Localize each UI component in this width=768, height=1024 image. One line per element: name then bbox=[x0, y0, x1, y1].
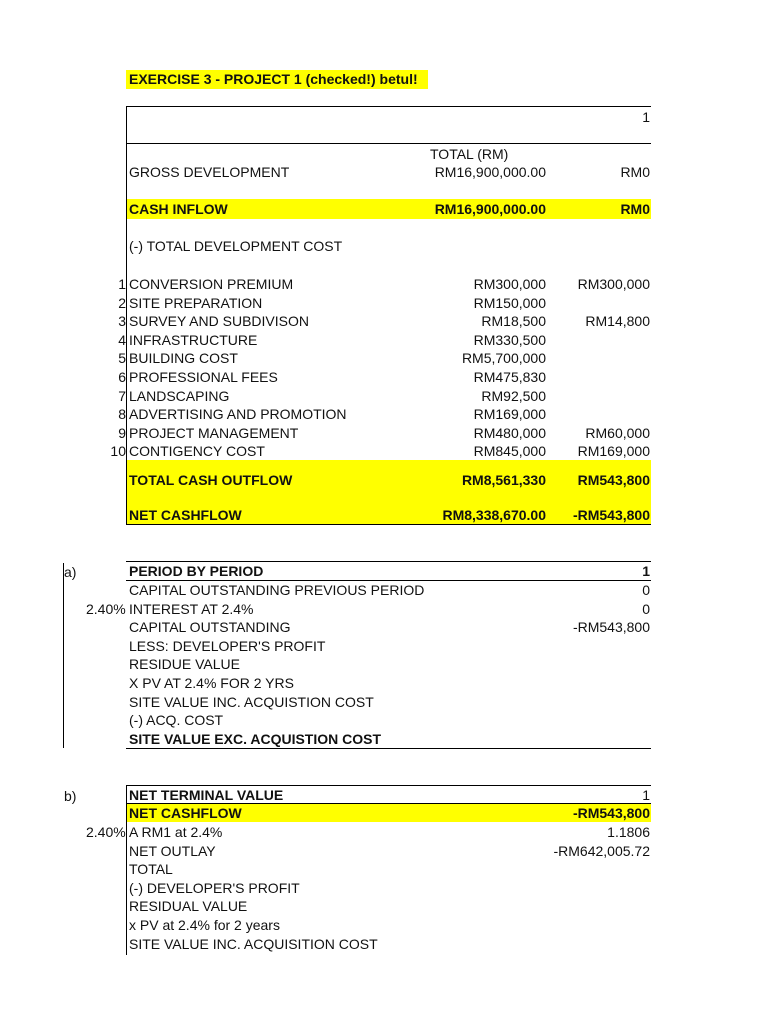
section-a-row-label: INTEREST AT 2.4% bbox=[129, 600, 254, 617]
cost-row-p1: RM300,000 bbox=[577, 276, 650, 292]
cost-row-number: 1 bbox=[118, 276, 126, 292]
gross-dev-p1: RM0 bbox=[620, 164, 650, 180]
cost-row-label: SITE PREPARATION bbox=[129, 294, 263, 311]
cost-row-label: CONVERSION PREMIUM bbox=[129, 276, 294, 292]
cost-row-total: RM330,500 bbox=[473, 331, 546, 348]
cost-row-total: RM150,000 bbox=[473, 294, 546, 311]
cost-row-label: CONTIGENCY COST bbox=[129, 443, 265, 460]
section-b-row-value: -RM642,005.72 bbox=[553, 842, 650, 859]
total-outflow-total: RM8,561,330 bbox=[461, 472, 546, 488]
section-b-row-value: 1.1806 bbox=[607, 824, 650, 840]
cost-row-label: ADVERTISING AND PROMOTION bbox=[129, 406, 347, 423]
section-a-row-label: LESS: DEVELOPER'S PROFIT bbox=[129, 637, 326, 654]
section-a-row-value: -RM543,800 bbox=[572, 619, 650, 636]
section-a-row-label: RESIDUE VALUE bbox=[129, 656, 240, 673]
section-a-footer-label: SITE VALUE EXC. ACQUISTION COST bbox=[129, 731, 382, 747]
tdc-label: (-) TOTAL DEVELOPMENT COST bbox=[129, 238, 343, 254]
cost-row-label: BUILDING COST bbox=[129, 350, 238, 367]
cost-row-number: 2 bbox=[118, 294, 126, 311]
section-b-row-label: NET OUTLAY bbox=[129, 842, 216, 859]
cost-row-total: RM480,000 bbox=[473, 424, 546, 441]
cost-row-number: 4 bbox=[118, 331, 126, 348]
section-a-row-label: SITE VALUE INC. ACQUISTION COST bbox=[129, 693, 374, 710]
section-a-rate: 2.40% bbox=[86, 601, 126, 617]
section-b-row-label: RESIDUAL VALUE bbox=[129, 898, 248, 915]
section-a-row-label: (-) ACQ. COST bbox=[129, 712, 224, 729]
cost-row-label: PROFESSIONAL FEES bbox=[129, 369, 278, 385]
cost-row-number: 10 bbox=[110, 443, 126, 460]
cost-row-number: 8 bbox=[118, 406, 126, 423]
net-cashflow-label: NET CASHFLOW bbox=[129, 507, 242, 523]
section-a-header-label: PERIOD BY PERIOD bbox=[129, 563, 264, 579]
total-outflow-p1: RM543,800 bbox=[577, 472, 650, 488]
cost-row-total: RM92,500 bbox=[481, 387, 546, 404]
section-a-row-label: CAPITAL OUTSTANDING PREVIOUS PERIOD bbox=[129, 582, 425, 598]
section-b-marker: b) bbox=[64, 788, 77, 804]
cost-row-number: 3 bbox=[118, 313, 126, 330]
section-a-row-label: X PV AT 2.4% FOR 2 YRS bbox=[129, 675, 294, 691]
section-b-row-label: SITE VALUE INC. ACQUISITION COST bbox=[129, 935, 378, 952]
cash-inflow-total: RM16,900,000.00 bbox=[434, 201, 546, 217]
cost-row-number: 9 bbox=[118, 424, 126, 441]
cash-inflow-label: CASH INFLOW bbox=[129, 201, 228, 217]
cost-row-total: RM5,700,000 bbox=[461, 350, 546, 367]
section-a-header-value: 1 bbox=[642, 563, 650, 579]
cost-row-p1: RM169,000 bbox=[577, 443, 650, 460]
section-a-row-value: 0 bbox=[642, 582, 650, 598]
section-b-row-label: A RM1 at 2.4% bbox=[129, 824, 223, 840]
period-header: 1 bbox=[642, 109, 650, 125]
cost-row-total: RM475,830 bbox=[473, 369, 546, 385]
cost-row-p1: RM60,000 bbox=[585, 424, 650, 441]
section-a-row-value: 0 bbox=[642, 600, 650, 617]
section-b-row-label: (-) DEVELOPER'S PROFIT bbox=[129, 879, 300, 896]
cost-row-label: LANDSCAPING bbox=[129, 387, 230, 404]
section-b-row-label: TOTAL bbox=[129, 861, 173, 878]
cash-inflow-p1: RM0 bbox=[620, 201, 650, 217]
cost-row-label: PROJECT MANAGEMENT bbox=[129, 424, 299, 441]
section-a-row-label: CAPITAL OUTSTANDING bbox=[129, 619, 291, 636]
net-cashflow-p1: -RM543,800 bbox=[572, 507, 650, 523]
section-a-marker: a) bbox=[64, 564, 77, 580]
cost-row-label: SURVEY AND SUBDIVISON bbox=[129, 313, 309, 330]
cost-row-label: INFRASTRUCTURE bbox=[129, 331, 258, 348]
net-cashflow-total: RM8,338,670.00 bbox=[442, 507, 546, 523]
section-b-net-cashflow-label: NET CASHFLOW bbox=[129, 805, 242, 821]
cost-row-total: RM300,000 bbox=[473, 276, 546, 292]
section-b-header-value: 1 bbox=[642, 787, 650, 803]
cost-row-total: RM18,500 bbox=[481, 313, 546, 330]
cost-row-p1: RM14,800 bbox=[585, 313, 650, 330]
cost-row-number: 7 bbox=[118, 387, 126, 404]
section-b-row-label: x PV at 2.4% for 2 years bbox=[129, 917, 280, 933]
section-b-rate: 2.40% bbox=[86, 824, 126, 840]
cost-row-number: 5 bbox=[118, 350, 126, 367]
cost-row-total: RM845,000 bbox=[473, 443, 546, 460]
gross-dev-label: GROSS DEVELOPMENT bbox=[129, 164, 290, 180]
sheet-title: EXERCISE 3 - PROJECT 1 (checked!) betul! bbox=[129, 71, 418, 87]
total-rm-label: TOTAL (RM) bbox=[430, 146, 509, 162]
section-b-net-cashflow-value: -RM543,800 bbox=[572, 805, 650, 821]
total-outflow-label: TOTAL CASH OUTFLOW bbox=[129, 472, 293, 488]
cost-row-total: RM169,000 bbox=[473, 406, 546, 423]
section-b-header-label: NET TERMINAL VALUE bbox=[129, 787, 284, 803]
gross-dev-total: RM16,900,000.00 bbox=[434, 164, 546, 180]
cost-row-number: 6 bbox=[118, 369, 126, 385]
